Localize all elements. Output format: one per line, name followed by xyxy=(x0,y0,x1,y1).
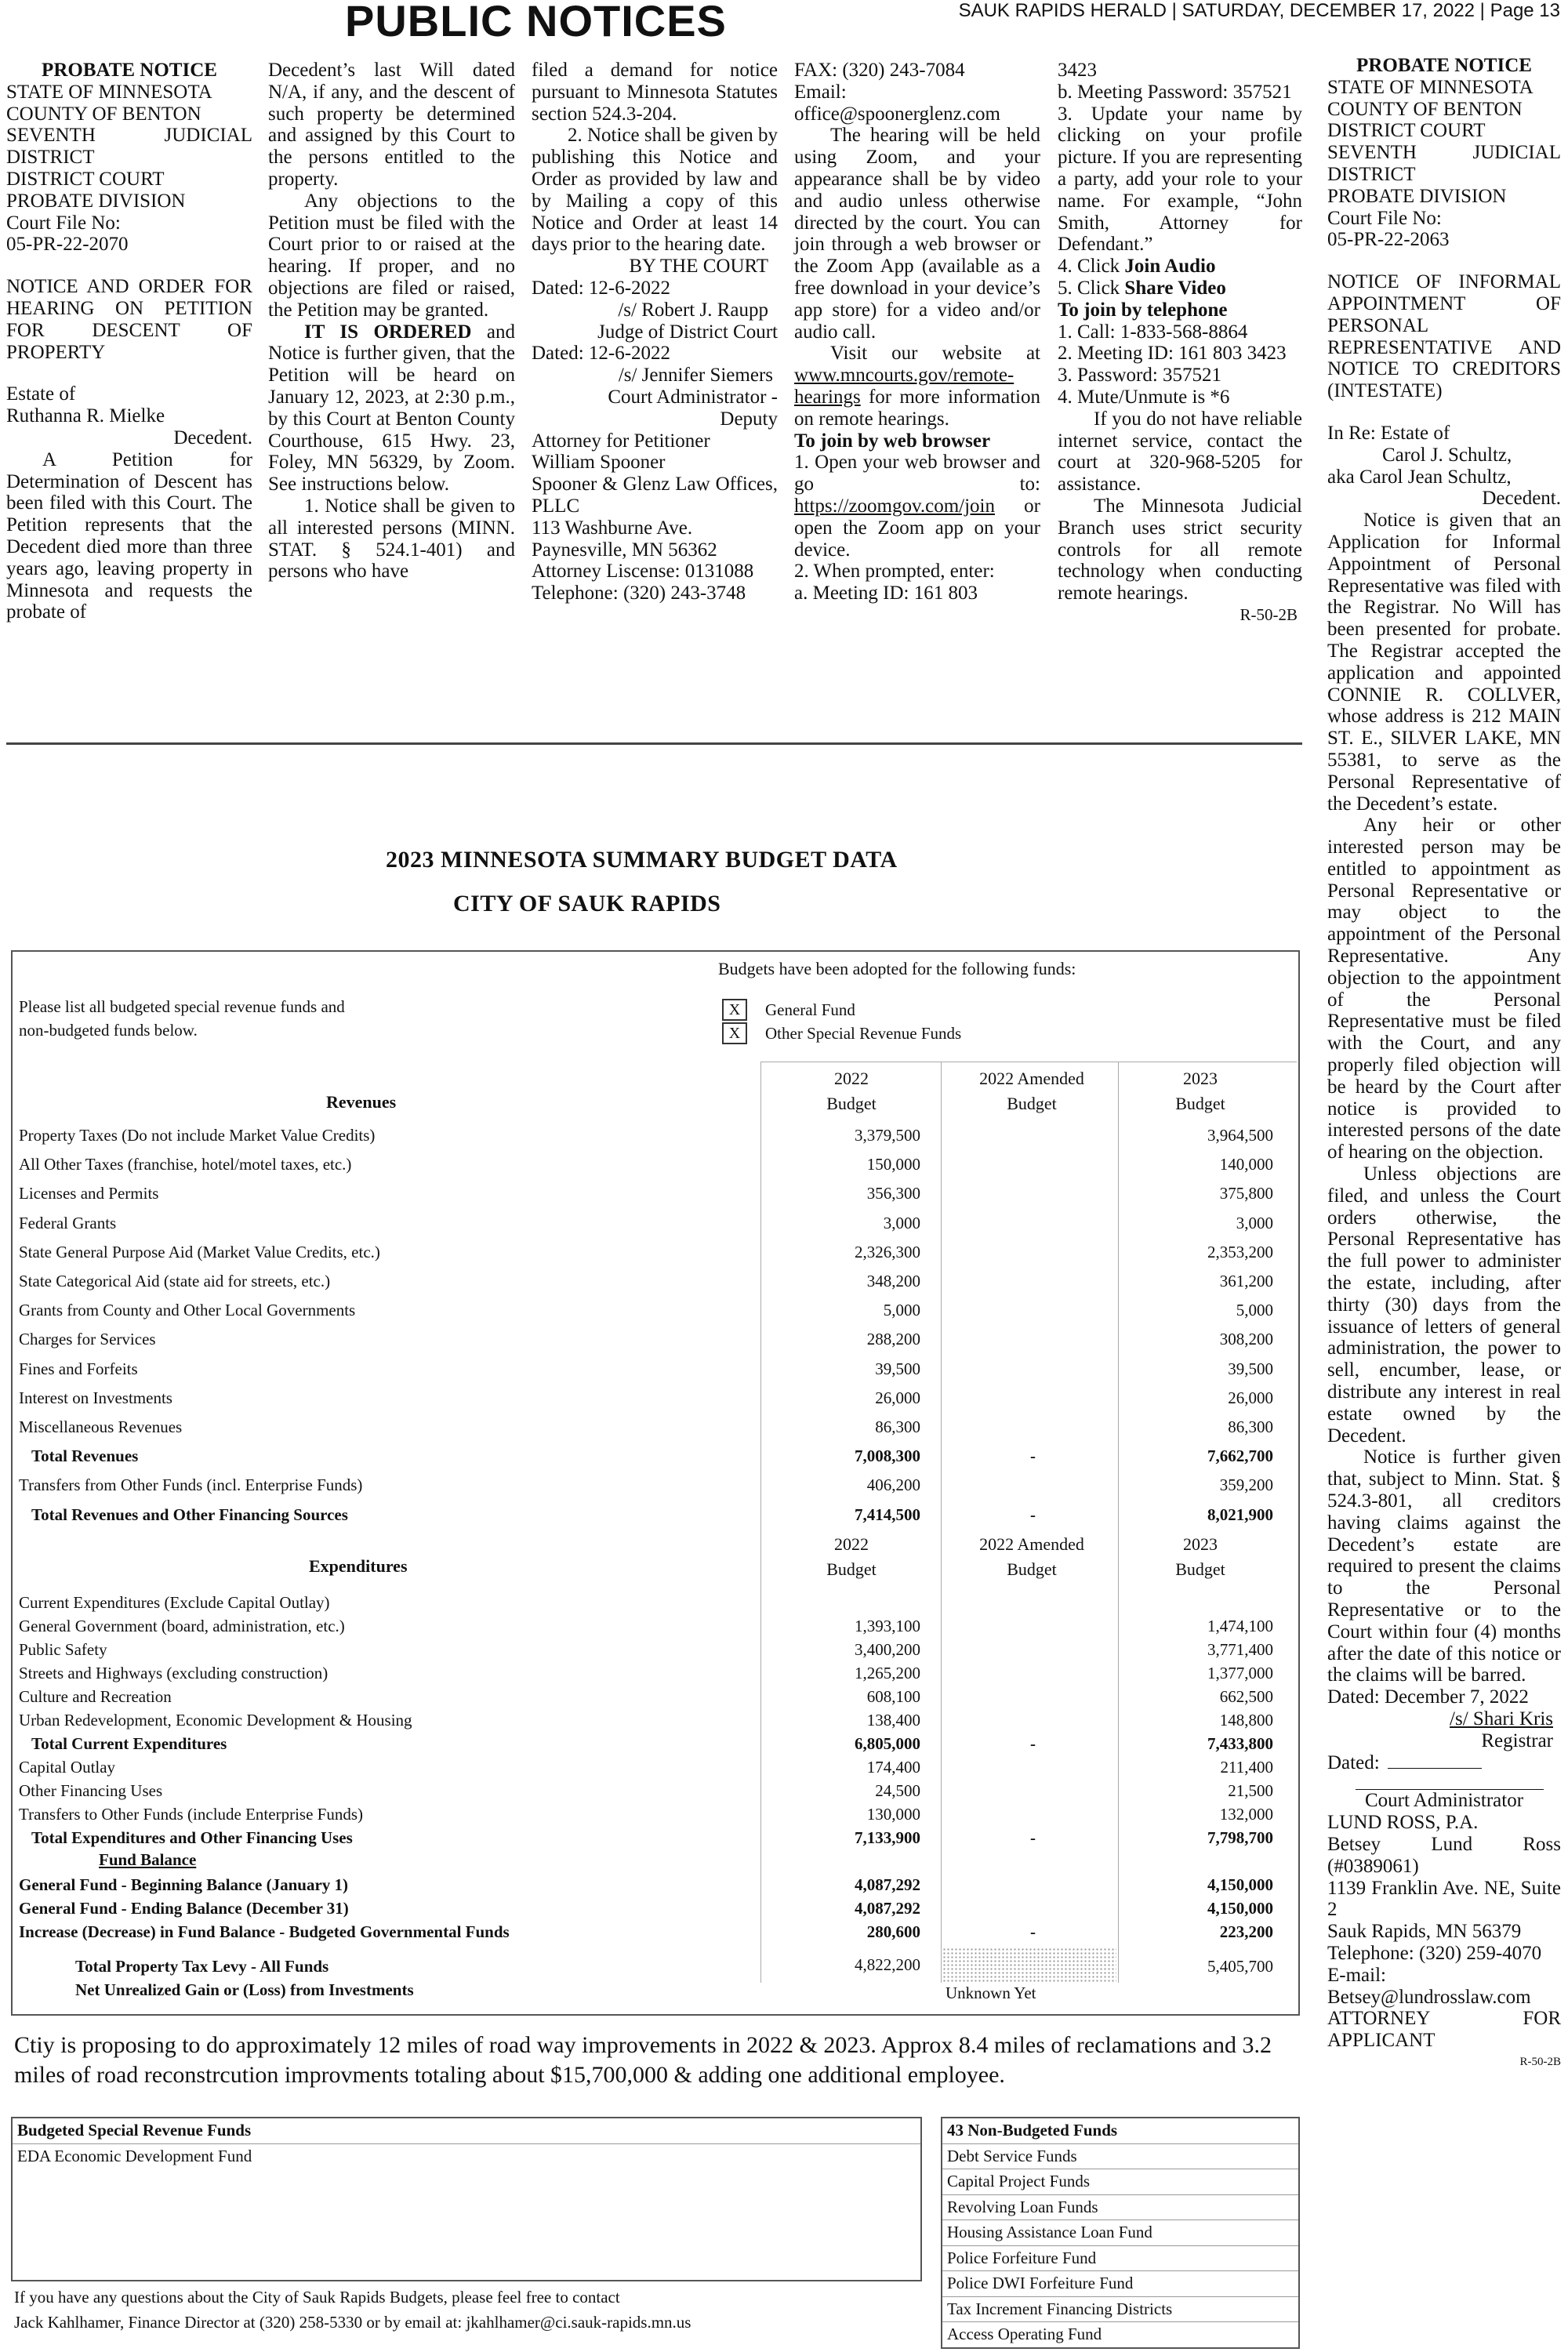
budget-cell-amended: - xyxy=(1030,1504,1036,1524)
budget-cell-v2022: 1,393,100 xyxy=(855,1617,920,1635)
nonbudget-fund-item: Debt Service Funds xyxy=(942,2143,1298,2169)
general-fund-label: General Fund xyxy=(765,1000,855,1019)
budget-row-label: General Fund - Beginning Balance (January 1) xyxy=(19,1875,349,1894)
join-audio-label: Join Audio xyxy=(1124,256,1216,278)
unrealized-amended: Unknown Yet xyxy=(946,1984,1036,2002)
budget-cell-v2022: 7,414,500 xyxy=(855,1504,920,1524)
notice1-column-2 xyxy=(268,60,515,583)
court-line: STATE OF MINNESOTA xyxy=(6,81,212,103)
budget-cell-v2022: 7,008,300 xyxy=(855,1446,920,1466)
ordered-heading: IT IS ORDERED xyxy=(304,321,472,343)
notice1-column-3 xyxy=(532,60,778,604)
budget-row-label: Increase (Decrease) in Fund Balance - Budgeted Governmental Funds xyxy=(19,1922,510,1941)
column-rule xyxy=(760,1062,761,1983)
budget-cell-v2022: 288,200 xyxy=(866,1330,920,1349)
budget-cell-v2023: 4,150,000 xyxy=(1207,1899,1273,1918)
column-rule xyxy=(1118,1062,1119,1983)
budget-cell-v2022: 7,133,900 xyxy=(855,1828,920,1847)
admin-title: Court Administrator - xyxy=(608,386,778,408)
budget-cell-v2022: 348,200 xyxy=(866,1272,920,1290)
notice-title: NOTICE AND ORDER FOR HEARING ON PETITION FOR DESCENT OF PROPERTY xyxy=(6,276,252,363)
notice-body: filed a demand for notice pursuant to Minnesota Statutes section 524.3-204. xyxy=(532,60,778,125)
budget-row-label: Federal Grants xyxy=(19,1213,117,1232)
budget-row-label: State General Purpose Aid (Market Value Credits, etc.) xyxy=(19,1242,380,1261)
instruction-step: 2. Meeting ID: 161 803 3423 xyxy=(1058,343,1287,365)
notice-body: The Minnesota Judicial Branch uses strict security controls for all remote technology when conducting remote hearings. xyxy=(1058,495,1302,604)
admin-title: Court Administrator xyxy=(1364,1790,1524,1812)
budget-cell-v2023: 211,400 xyxy=(1220,1758,1273,1777)
budget-cell-v2023: 3,000 xyxy=(1236,1213,1273,1232)
budget-table xyxy=(11,950,1300,2016)
notice2-column xyxy=(1327,55,1561,2074)
estate-label: Estate of xyxy=(6,383,76,405)
budget-row-label: State Categorical Aid (state aid for streets, etc.) xyxy=(19,1272,331,1290)
budget-cell-v2022: 3,379,500 xyxy=(855,1126,920,1145)
please-list-line: Please list all budgeted special revenue funds and xyxy=(19,997,345,1016)
notice1-column-4 xyxy=(794,60,1040,604)
instruction-step xyxy=(1058,278,1302,299)
budget-row-label: Miscellaneous Revenues xyxy=(19,1417,183,1436)
budget-row-label: Transfers to Other Funds (include Enterprise Funds) xyxy=(19,1805,364,1824)
budget-cell-v2023: 4,150,000 xyxy=(1207,1875,1273,1894)
court-line: COUNTY OF BENTON xyxy=(6,103,201,125)
special-revenue-funds-box xyxy=(11,2117,922,2281)
estate-label: In Re: Estate of xyxy=(1327,422,1450,444)
court-line: SEVENTH JUDICIAL DISTRICT xyxy=(6,125,252,169)
text-span: /s/ Shari Kris xyxy=(1450,1708,1553,1730)
nonbudgeted-funds-box xyxy=(941,2117,1300,2349)
instruction-step: 1. Call: 1-833-568-8864 xyxy=(1058,321,1248,343)
budget-cell-v2022: 150,000 xyxy=(866,1155,920,1174)
dated-line xyxy=(1327,1752,1561,1774)
header-year: 2022 Amended xyxy=(979,1069,1084,1088)
notice1-column-5 xyxy=(1058,60,1302,626)
budget-row-label: Public Safety xyxy=(19,1640,107,1659)
instruction-step: a. Meeting ID: 161 803 xyxy=(794,583,978,604)
dated-line: Dated: 12-6-2022 xyxy=(532,277,671,299)
ordered-text: and Notice is further given, that the Petition will be heard on January 12, 2023, at 2:30 p.m., by this Court at Benton County Courthouse, 615 Hwy. 23, Foley, MN 56329, by Zoom. See instructions below. xyxy=(268,321,515,495)
budget-cell-v2023: 662,500 xyxy=(1219,1687,1273,1706)
budget-row-label: Fines and Forfeits xyxy=(19,1359,138,1378)
decedent-alias: aka Carol Jean Schultz, xyxy=(1327,466,1512,488)
attorney-line: 113 Washburne Ave. xyxy=(532,517,693,539)
instruction-step: 4. Mute/Unmute is *6 xyxy=(1058,386,1230,408)
attorney-line: William Spooner xyxy=(532,452,666,474)
budget-cell-v2023: 26,000 xyxy=(1228,1388,1273,1407)
revenues-heading: Revenues xyxy=(326,1092,397,1112)
budget-cell-v2022: 4,087,292 xyxy=(855,1875,920,1894)
levy-2022: 4,822,200 xyxy=(855,1955,920,1974)
signature-line xyxy=(1388,1768,1482,1769)
instruction-step: 2. When prompted, enter: xyxy=(794,561,995,583)
text-span: Visit our website at xyxy=(830,343,1040,365)
firm-line: 1139 Franklin Ave. NE, Suite 2 xyxy=(1327,1877,1561,1921)
budget-cell-v2023: 308,200 xyxy=(1219,1330,1273,1349)
nonbudget-fund-item: Revolving Loan Funds xyxy=(942,2194,1298,2220)
court-line: COUNTY OF BENTON xyxy=(1327,98,1523,120)
budget-cell-v2023: 8,021,900 xyxy=(1207,1504,1273,1524)
nonbudget-fund-item: Housing Assistance Loan Fund xyxy=(942,2220,1298,2245)
share-video-label: Share Video xyxy=(1124,277,1226,299)
budget-row-label: Interest on Investments xyxy=(19,1388,172,1407)
notice-body: Decedent’s last Will dated N/A, if any, and the descent of such property be determined and assigned by this Court to the persons entitled to the property. xyxy=(268,60,515,190)
budget-row-label: General Fund - Ending Balance (December 31) xyxy=(19,1899,349,1918)
budgets-adopted-label: Budgets have been adopted for the following funds: xyxy=(718,959,1076,978)
signature-line xyxy=(1356,1773,1544,1790)
attorney-line: Spooner & Glenz Law Offices, PLLC xyxy=(532,474,778,517)
header-year: 2022 Amended xyxy=(979,1534,1084,1554)
text-span: for more information on remote hearings. xyxy=(794,386,1040,430)
budget-cell-v2022: 406,200 xyxy=(866,1475,920,1495)
budget-row-label: Grants from County and Other Local Governments xyxy=(19,1301,356,1320)
header-label: Budget xyxy=(1007,1094,1057,1113)
header-year: 2023 xyxy=(1183,1534,1218,1554)
column-rule xyxy=(941,1062,942,1983)
contact-line: If you have any questions about the City of Sauk Rapids Budgets, please feel free to contact xyxy=(14,2288,620,2307)
notice-code: R-50-2B xyxy=(1519,2055,1561,2068)
col-header-2022-amended xyxy=(946,1066,1118,1116)
budget-row-label: Urban Redevelopment, Economic Development & Housing xyxy=(19,1711,412,1730)
budget-cell-v2023: 148,800 xyxy=(1219,1711,1273,1730)
budget-cell-v2023: 2,353,200 xyxy=(1207,1242,1273,1261)
court-line: STATE OF MINNESOTA xyxy=(1327,76,1534,98)
budget-cell-v2023: 7,798,700 xyxy=(1207,1828,1273,1847)
budget-row-label: Property Taxes (Do not include Market Value Credits) xyxy=(19,1126,376,1145)
budget-row-label: Total Revenues and Other Financing Sources xyxy=(31,1504,348,1524)
decedent-name: Ruthanna R. Mielke xyxy=(6,405,165,427)
firm-line: ATTORNEY FOR APPLICANT xyxy=(1327,2008,1561,2052)
col-header-2023 xyxy=(1126,1532,1275,1582)
budget-row-label: Current Expenditures (Exclude Capital Outlay) xyxy=(19,1593,330,1612)
budget-row-label: All Other Taxes (franchise, hotel/motel taxes, etc.) xyxy=(19,1155,352,1174)
budget-cell-v2023: 3,964,500 xyxy=(1207,1126,1273,1145)
general-fund-checkbox[interactable]: X xyxy=(722,999,747,1021)
court-line: Court File No: xyxy=(1327,207,1442,229)
notice-body: Any objections to the Petition must be filed with the Court prior to or raised at the hearing. If proper, and no objections are filed or raised, the Petition may be granted. xyxy=(268,190,515,321)
special-revenue-label: Other Special Revenue Funds xyxy=(765,1024,962,1043)
court-line: PROBATE DIVISION xyxy=(1327,185,1507,207)
budget-row-label: Total Expenditures and Other Financing Uses xyxy=(31,1828,353,1847)
notice-body: 1. Notice shall be given to all interested persons (MINN. STAT. § 524.1-401) and persons who have xyxy=(268,495,515,583)
header-year: 2022 xyxy=(834,1534,869,1554)
budget-cell-v2022: 39,500 xyxy=(875,1359,920,1378)
budget-cell-v2022: 356,300 xyxy=(866,1184,920,1203)
levy-label: Total Property Tax Levy - All Funds xyxy=(75,1957,329,1976)
admin-signature: /s/ Jennifer Siemers xyxy=(618,365,773,387)
budget-cell-v2023: 7,433,800 xyxy=(1207,1734,1273,1753)
budget-cell-v2023: 5,000 xyxy=(1236,1301,1273,1320)
budget-cell-v2022: 1,265,200 xyxy=(855,1664,920,1682)
attorney-line: Telephone: (320) 243-3748 xyxy=(532,583,746,604)
notice-body: Notice is further given that, subject to Minn. Stat. § 524.3-801, all creditors having claims against the Decedent’s estate are required to present the claims to the Personal Representative or to the Court within four (4) months after the date of this notice or the claims will be barred. xyxy=(1327,1446,1561,1686)
attorney-line: Attorney Liscense: 0131088 xyxy=(532,561,754,583)
special-revenue-checkbox[interactable]: X xyxy=(722,1022,747,1044)
text-span: 5. Click xyxy=(1058,277,1125,299)
budget-cell-amended: - xyxy=(1030,1734,1036,1753)
please-list-line: non-budgeted funds below. xyxy=(19,1021,198,1040)
road-improvements-note: Ctiy is proposing to do approximately 12 miles of road way improvements in 2022 & 2023. Approx 8.4 miles of reclamations and 3.2 miles of road reconstrcution improvments totaling about $15,700,000 & adding one additional employee. xyxy=(14,2032,1272,2088)
notice-body: A Petition for Determination of Descent has been filed with this Court. The Petition represents that the Decedent died more than three years ago, leaving property in Minnesota and requests the probate of xyxy=(6,448,252,623)
instruction-step: 3423 xyxy=(1058,60,1097,81)
header-label: Budget xyxy=(1175,1559,1225,1579)
notice-title: NOTICE OF INFORMAL APPOINTMENT OF PERSONAL REPRESENTATIVE AND NOTICE TO CREDITORS (INTESTATE) xyxy=(1327,271,1561,402)
header-year: 2023 xyxy=(1183,1069,1218,1088)
budget-row-label: Total Current Expenditures xyxy=(31,1734,227,1753)
header-label: Budget xyxy=(826,1094,877,1113)
budget-cell-v2023: 361,200 xyxy=(1219,1272,1273,1290)
web-browser-heading: To join by web browser xyxy=(794,430,991,452)
budget-cell-v2023: 3,771,400 xyxy=(1207,1640,1273,1659)
header-year: 2022 xyxy=(834,1069,869,1088)
notice-body: Notice is given that an Application for Informal Appointment of Personal Representative was filed with the Registrar. No Will has been presented for probate. The Registrar accepted the application and appointed CONNIE R. COLLVER, whose address is 212 MAIN ST. E., SILVER LAKE, MN 55381, to serve as the Personal Representative of the Decedent’s estate. xyxy=(1327,510,1561,815)
telephone-heading: To join by telephone xyxy=(1058,299,1228,321)
court-line: DISTRICT COURT xyxy=(1327,120,1486,142)
budget-cell-v2023: 359,200 xyxy=(1219,1475,1273,1495)
col-header-2022 xyxy=(781,1066,922,1116)
nonbudget-header: 43 Non-Budgeted Funds xyxy=(947,2121,1118,2140)
notice-body: Unless objections are filed, and unless the Court orders otherwise, the Personal Representative has the full power to administer the estate, including, after thirty (30) days from the issuance of letters of general administration, the power to sell, encumber, lease, or distribute any interest in real estate owned by the Decedent. xyxy=(1327,1163,1561,1446)
budget-cell-v2023: 21,500 xyxy=(1228,1781,1273,1800)
email-line: Email: office@spoonerglenz.com xyxy=(794,81,1000,125)
section-divider xyxy=(6,742,1302,745)
notice-body: If you do not have reliable internet service, contact the court at 320-968-5205 for assistance. xyxy=(1058,408,1302,495)
fund-balance-heading: Fund Balance xyxy=(99,1850,197,1869)
attorney-line: Attorney for Petitioner xyxy=(532,430,710,452)
instruction-step: 3. Password: 357521 xyxy=(1058,365,1222,387)
levy-2023: 5,405,700 xyxy=(1207,1957,1273,1976)
notice-body xyxy=(268,321,515,495)
budget-cell-v2022: 2,326,300 xyxy=(855,1242,920,1261)
budget-cell-v2022: 130,000 xyxy=(866,1805,920,1824)
budget-row-label: Other Financing Uses xyxy=(19,1781,163,1800)
instruction-step xyxy=(1058,256,1302,278)
by-the-court: BY THE COURT xyxy=(629,256,768,278)
instruction-step xyxy=(794,452,1040,561)
budget-cell-v2022: 174,400 xyxy=(866,1758,920,1777)
budget-cell-v2022: 138,400 xyxy=(866,1711,920,1730)
text-span: 1. Open your web browser and go to: xyxy=(794,452,1040,495)
budget-row-label: Total Revenues xyxy=(31,1446,139,1466)
attorney-line: Paynesville, MN 56362 xyxy=(532,539,717,561)
budget-row-label: General Government (board, administration, etc.) xyxy=(19,1617,345,1635)
special-funds-header: Budgeted Special Revenue Funds xyxy=(17,2121,252,2140)
notice1-column-1 xyxy=(6,60,252,623)
instruction-step: 3. Update your name by clicking on your profile picture. If you are representing a party, add your role to your name. For example, “John Smith, Attorney for Defendant.” xyxy=(1058,103,1302,256)
notice-body xyxy=(794,343,1040,430)
col-header-2023 xyxy=(1126,1066,1275,1116)
budget-cell-v2023: 86,300 xyxy=(1228,1417,1273,1436)
judge-signature: /s/ Robert J. Raupp xyxy=(618,299,768,321)
budget-cell-v2023: 1,377,000 xyxy=(1207,1664,1273,1682)
header-label: Budget xyxy=(826,1559,877,1579)
decedent-label: Decedent. xyxy=(1482,488,1561,510)
budget-cell-v2022: 5,000 xyxy=(883,1301,920,1320)
budget-cell-amended: - xyxy=(1030,1922,1036,1941)
probate-notice-heading: PROBATE NOTICE xyxy=(42,60,217,81)
budget-row-label: Streets and Highways (excluding construction) xyxy=(19,1664,328,1682)
col-header-2022-amended xyxy=(946,1532,1118,1582)
budget-cell-amended: - xyxy=(1030,1446,1036,1466)
budget-cell-v2022: 26,000 xyxy=(875,1388,920,1407)
header-label: Budget xyxy=(1175,1094,1225,1113)
header-label: Budget xyxy=(1007,1559,1057,1579)
budget-cell-v2022: 4,087,292 xyxy=(855,1899,920,1918)
nonbudget-fund-item: Capital Project Funds xyxy=(942,2169,1298,2194)
court-line: SEVENTH JUDICIAL DISTRICT xyxy=(1327,142,1561,185)
nonbudget-fund-item: Access Operating Fund xyxy=(942,2321,1298,2347)
budget-cell-v2022: 3,000 xyxy=(883,1213,920,1232)
budget-cell-v2023: 7,662,700 xyxy=(1207,1446,1273,1466)
court-line: PROBATE DIVISION xyxy=(6,190,186,212)
zoom-join-link[interactable]: https://zoomgov.com/join xyxy=(794,495,996,517)
court-line: DISTRICT COURT xyxy=(6,168,165,190)
instruction-step: b. Meeting Password: 357521 xyxy=(1058,81,1292,103)
firm-line: Sauk Rapids, MN 56379 xyxy=(1327,1921,1522,1943)
col-header-2022 xyxy=(781,1532,922,1582)
masthead-date-line: SAUK RAPIDS HERALD | SATURDAY, DECEMBER 17, 2022 | Page 13 xyxy=(958,0,1560,21)
budget-cell-v2023: 223,200 xyxy=(1219,1922,1273,1941)
budget-cell-v2022: 3,400,200 xyxy=(855,1640,920,1659)
judge-title: Judge of District Court xyxy=(597,321,778,343)
budget-cell-amended: - xyxy=(1030,1828,1036,1847)
special-fund-item: EDA Economic Development Fund xyxy=(13,2143,920,2169)
unrealized-label: Net Unrealized Gain or (Loss) from Investments xyxy=(75,1980,414,1999)
dated-line: Dated: 12-6-2022 xyxy=(532,343,671,365)
firm-line: E-mail: Betsey@lundrosslaw.com xyxy=(1327,1964,1531,2008)
budget-row-label: Licenses and Permits xyxy=(19,1184,159,1203)
remote-hearings-link[interactable]: www.mncourts.gov/remote-hearings xyxy=(794,365,1014,408)
notice-body: The hearing will be held using Zoom, and your appearance shall be by video and audio unless otherwise directed by the court. You can join through a web browser or the Zoom App (available as a free download in your device’s app store) for a video and/or audio call. xyxy=(794,125,1040,343)
notice-code: R-50-2B xyxy=(1240,604,1298,624)
expenditures-heading: Expenditures xyxy=(309,1556,408,1576)
decedent-label: Decedent. xyxy=(173,426,252,448)
budget-cell-v2023: 375,800 xyxy=(1219,1184,1273,1203)
registrar-title: Registrar xyxy=(1481,1730,1553,1751)
notice-body: Any heir or other interested person may be entitled to appointment as Personal Representative or may object to the appointment of the Personal Representative. Any objection to the appointment of the Personal Representative must be filed with the Court, and any properly filed objection will be heard by the Court after notice is provided to interested persons of the date of hearing on the objection. xyxy=(1327,815,1561,1163)
probate-notice-heading: PROBATE NOTICE xyxy=(1356,55,1532,76)
court-line: Court File No: xyxy=(6,212,121,234)
budget-cell-v2023: 39,500 xyxy=(1228,1359,1273,1378)
budget-title: 2023 MINNESOTA SUMMARY BUDGET DATA xyxy=(386,847,898,873)
fax-line: FAX: (320) 243-7084 xyxy=(794,60,965,81)
notice-body: 2. Notice shall be given by publishing this Notice and Order as provided by law and by Mailing a copy of this Notice and Order at least 14 days prior to the hearing date. xyxy=(532,125,778,256)
budget-row-label: Culture and Recreation xyxy=(19,1687,172,1706)
decedent-name: Carol J. Schultz, xyxy=(1382,444,1512,466)
dated-line: Dated: December 7, 2022 xyxy=(1327,1686,1529,1708)
budget-cell-v2023: 140,000 xyxy=(1219,1155,1273,1174)
text-span: or open the Zoom app on your device. xyxy=(794,495,1040,561)
nonbudget-fund-item: Police Forfeiture Fund xyxy=(942,2245,1298,2271)
text-span: Dated: xyxy=(1327,1751,1380,1773)
contact-line: Jack Kahlhamer, Finance Director at (320) 258-5330 or by email at: jkahlhamer@ci.sauk-rapids.mn.us xyxy=(14,2313,691,2332)
court-file-number: 05-PR-22-2070 xyxy=(6,234,129,256)
budget-cell-v2022: 86,300 xyxy=(875,1417,920,1436)
firm-line: Telephone: (320) 259-4070 xyxy=(1327,1942,1542,1964)
budget-cell-v2022: 280,600 xyxy=(866,1922,920,1941)
firm-line: Betsey Lund Ross (#0389061) xyxy=(1327,1833,1561,1877)
text-span: 4. Click xyxy=(1058,256,1125,278)
page-section-title: PUBLIC NOTICES xyxy=(345,0,727,45)
shaded-cell xyxy=(942,1947,1116,1982)
court-file-number: 05-PR-22-2063 xyxy=(1327,229,1450,251)
budget-cell-v2023: 1,474,100 xyxy=(1207,1617,1273,1635)
nonbudget-fund-item: Tax Increment Financing Districts xyxy=(942,2296,1298,2322)
firm-line: LUND ROSS, P.A. xyxy=(1327,1812,1479,1834)
budget-row-label: Capital Outlay xyxy=(19,1758,116,1777)
budget-cell-v2022: 24,500 xyxy=(875,1781,920,1800)
budget-row-label: Transfers from Other Funds (incl. Enterprise Funds) xyxy=(19,1475,363,1495)
budget-row-label: Charges for Services xyxy=(19,1330,156,1349)
budget-cell-v2022: 608,100 xyxy=(866,1687,920,1706)
budget-cell-v2023: 132,000 xyxy=(1219,1805,1273,1824)
budget-subtitle: CITY OF SAUK RAPIDS xyxy=(453,891,721,916)
deputy-label: Deputy xyxy=(720,408,778,430)
registrar-signature xyxy=(1327,1708,1561,1730)
budget-cell-v2022: 6,805,000 xyxy=(855,1734,920,1753)
nonbudget-fund-item: Police DWI Forfeiture Fund xyxy=(942,2270,1298,2296)
